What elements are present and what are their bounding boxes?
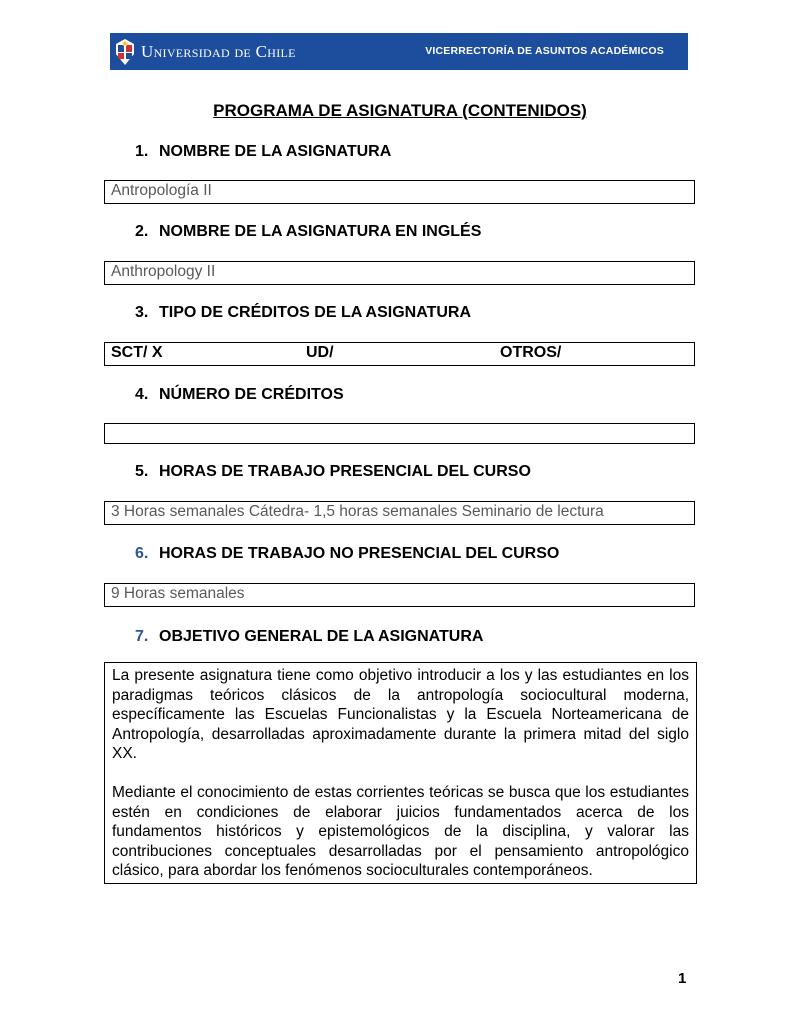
course-name-english-value: Anthropology II: [111, 263, 216, 280]
section-title: NOMBRE DE LA ASIGNATURA EN INGLÉS: [159, 223, 482, 240]
section-number: 3.: [135, 304, 149, 321]
section-number: 1.: [135, 143, 149, 160]
university-name: Universidad de Chile: [141, 41, 296, 61]
course-name-value: Antropología II: [111, 182, 212, 199]
course-name-english-box: [104, 261, 695, 285]
course-name-box: [104, 180, 695, 204]
section-number: 5.: [135, 463, 149, 480]
section-1-heading: [135, 143, 391, 161]
section-title: HORAS DE TRABAJO NO PRESENCIAL DEL CURSO: [159, 545, 560, 562]
section-2-heading: [135, 223, 481, 241]
non-presential-hours-box: [104, 583, 695, 607]
general-objective-box: [104, 662, 697, 884]
document-title: PROGRAMA DE ASIGNATURA (CONTENIDOS): [213, 101, 587, 120]
presential-hours-value: 3 Horas semanales Cátedra- 1,5 horas semanales Seminario de lectura: [111, 503, 604, 520]
section-number: 4.: [135, 386, 149, 403]
credit-number-box: [104, 423, 695, 444]
section-number: 2.: [135, 223, 149, 240]
section-title: OBJETIVO GENERAL DE LA ASIGNATURA: [159, 628, 484, 645]
non-presential-hours-value: 9 Horas semanales: [111, 585, 245, 602]
section-number: 7.: [135, 628, 149, 645]
section-7-heading: [135, 628, 483, 646]
section-4-heading: [135, 386, 344, 404]
section-6-heading: [135, 545, 559, 563]
vicerrectoria-label: VICERRECTORÍA DE ASUNTOS ACADÉMICOS: [425, 45, 664, 57]
section-title: NÚMERO DE CRÉDITOS: [159, 386, 344, 403]
section-3-heading: [135, 304, 471, 322]
credit-type-ud: UD/: [306, 344, 334, 361]
header-banner: [110, 33, 688, 70]
credit-type-sct: SCT/ X: [111, 344, 163, 361]
credit-type-otros: OTROS/: [500, 344, 562, 361]
objective-paragraph: La presente asignatura tiene como objetivo introducir a los y las estudiantes en los paradigmas teóricos clásicos de la antropología sociocultural moderna, específicamente las Escuelas Funcionalistas y la Escuela Norteamericana de Antropología, desarrolladas aproximadamente durante la primera mitad del siglo XX.: [112, 667, 689, 763]
section-title: NOMBRE DE LA ASIGNATURA: [159, 143, 392, 160]
objective-paragraph: Mediante el conocimiento de estas corrientes teóricas se busca que los estudiantes estén en condiciones de elaborar juicios fundamentados acerca de los fundamentos históricos y epistemológicos de la disciplina, y valorar las contribuciones conceptuales desarrolladas por el pensamiento antropológico clásico, para abordar los fenómenos socioculturales contemporáneos.: [112, 783, 689, 880]
university-crest-icon: [115, 38, 135, 66]
presential-hours-box: [104, 501, 695, 525]
page-number: 1: [678, 970, 687, 987]
section-5-heading: [135, 463, 531, 481]
section-number: 6.: [135, 545, 149, 562]
section-title: HORAS DE TRABAJO PRESENCIAL DEL CURSO: [159, 463, 531, 480]
section-title: TIPO DE CRÉDITOS DE LA ASIGNATURA: [159, 304, 472, 321]
credit-type-box: [104, 342, 695, 366]
